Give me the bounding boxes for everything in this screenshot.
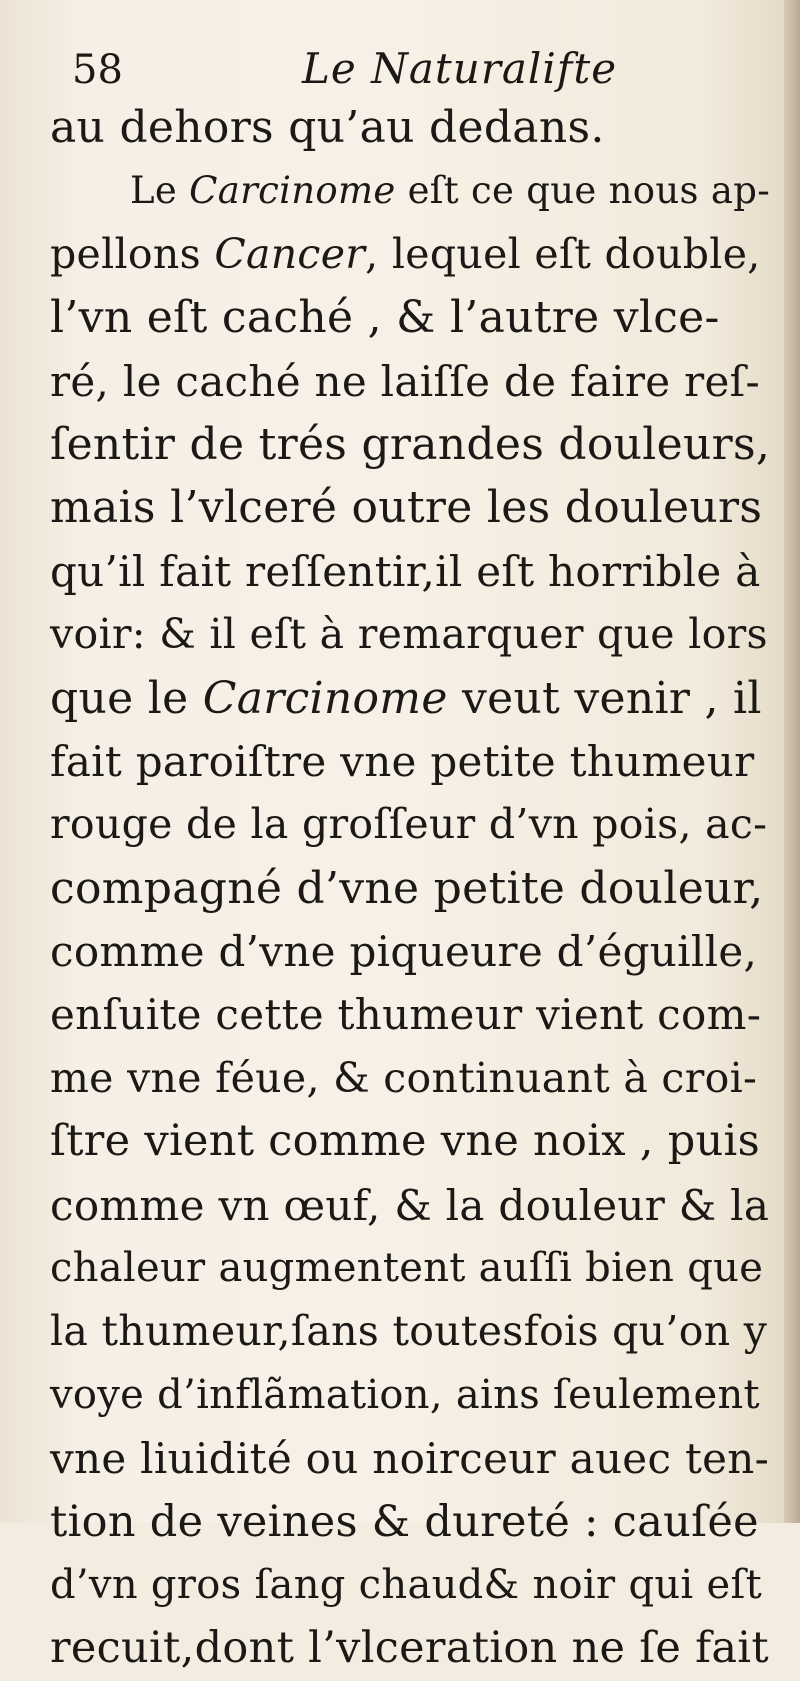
- text-line: comme d’vne piqueure d’éguille,: [50, 927, 758, 977]
- text-line: mais l’vlceré outre les douleurs: [50, 482, 763, 534]
- text-line: d’vn gros ſang chaud& noir qui eſt: [50, 1561, 762, 1608]
- text-line: l’vn eſt caché , & l’autre vlce-: [50, 292, 720, 344]
- text-line: la thumeur,ſans toutesfois qu’on y: [50, 1307, 768, 1356]
- text-line: fait paroiſtre vne petite thumeur: [50, 736, 755, 786]
- text-line: compagné d’vne petite douleur,: [50, 862, 764, 914]
- text-line: voir: & il eſt à remarquer que lors: [50, 610, 768, 659]
- text-line: Le Carcinome eſt ce que nous ap-: [130, 169, 771, 213]
- text-line: au dehors qu’au dedans.: [50, 102, 605, 153]
- text-line: recuit,dont l’vlceration ne ſe fait: [50, 1623, 769, 1674]
- text-line: chaleur augmentent auſſi bien que: [50, 1245, 764, 1292]
- page-number: 58: [72, 47, 123, 93]
- text-line: ſentir de trés grandes douleurs,: [50, 418, 771, 470]
- text-line: vne liuidité ou noirceur auec ten-: [50, 1434, 770, 1484]
- text-line: voye d’inflãmation, ains ſeulement: [50, 1371, 760, 1418]
- italic-term: Carcinome: [189, 169, 396, 213]
- text-line: ré, le caché ne laiſſe de faire reſ-: [50, 356, 760, 406]
- text-line: ſtre vient comme vne noix , puis: [50, 1116, 760, 1167]
- text-line: tion de veines & dureté : cauſée: [50, 1496, 759, 1547]
- text-line: comme vn œuf, & la douleur & la: [50, 1180, 770, 1230]
- text-line: enſuite cette thumeur vient com-: [50, 990, 762, 1040]
- italic-term: Cancer: [214, 229, 366, 278]
- text-line: rouge de la groſſeur d’vn pois, ac-: [50, 800, 768, 849]
- page-gutter-shadow: [784, 0, 800, 1523]
- text-line: que le Carcinome veut venir , il: [50, 672, 762, 724]
- text-line: me vne féue, & continuant à croi-: [50, 1053, 758, 1102]
- running-title: Le Naturalifte: [302, 44, 618, 93]
- page-header: [72, 40, 712, 100]
- text-line: qu’il fait reſſentir,il eſt horrible à: [50, 546, 761, 596]
- text-line: pellons Cancer, lequel eſt double,: [50, 229, 761, 278]
- italic-term: Carcinome: [202, 672, 448, 724]
- body-text: [50, 96, 770, 1681]
